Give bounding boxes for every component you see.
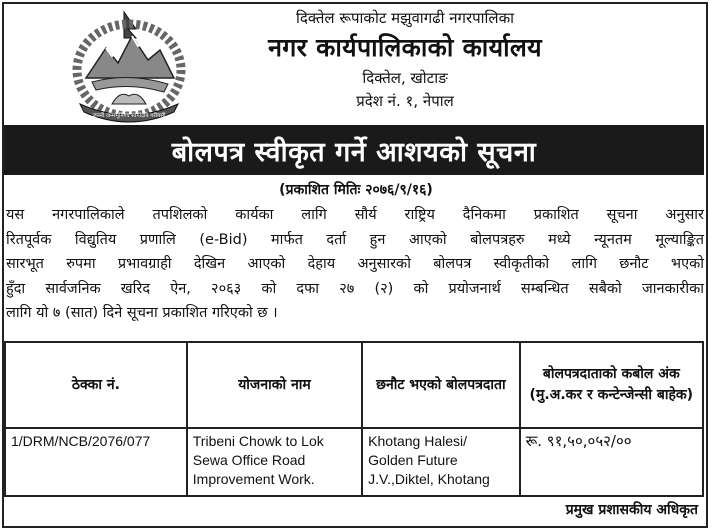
col-header-amount: बोलपत्रदाताको कबोल अंक (मु.अ.कर र कन्टेन्जेन्सी बाहेक) (520, 342, 703, 428)
body-line: सारभूत रुपमा प्रभावग्राही देखिन आएको देहाय अनुसारको बोलपत्र स्वीकृतीको लागि छनौट भएको (6, 256, 704, 272)
body-line: लागि यो ७ (सात) दिने सूचना प्रकाशित गरिएको छ । (6, 305, 278, 321)
body-line: रितपूर्वक विद्युतिय प्रणालि (e-Bid) मार्फत दर्ता हुन आएको बोलपत्रहरु मध्ये न्यूनतम मूल्याङ्कित (6, 231, 704, 248)
notice-body (6, 203, 704, 326)
col-header-contract-no: ठेक्का नं. (5, 342, 187, 428)
cell-amount: रू. ९१,५०,०५२/०० (520, 428, 703, 496)
cell-bidder: Khotang Halesi/ Golden Future J.V.,Diktel, Khotang (362, 428, 519, 496)
svg-text:जननी जन्मभूमिश्च स्वर्गादपि गर: जननी जन्मभूमिश्च स्वर्गादपि गरीयसी (92, 113, 166, 119)
body-line: हुँदा सार्वजनिक खरिद ऐन, २०६३ को दफा २७ (२) को प्रयोजनार्थ सम्बन्धित सबैको जानकारीका (6, 280, 704, 297)
province-line: प्रदेश नं. १, नेपाल (356, 92, 454, 110)
office-name: नगर कार्यपालिकाको कार्यालय (268, 33, 542, 62)
col-header-bidder: छनौट भएको बोलपत्रदाता (362, 342, 519, 428)
municipality-name: दिक्तेल रूपाकोट मझुवागढी नगरपालिका (295, 9, 515, 27)
cell-contract-no: 1/DRM/NCB/2076/077 (5, 428, 187, 496)
notice-title-banner (4, 125, 704, 175)
tender-table (4, 341, 704, 497)
body-line: यस नगरपालिकाले तपशिलको कार्यका लागि सौर्य राष्ट्रिय दैनिकमा प्रकाशित सूचना अनुसार (6, 207, 704, 223)
table-row (5, 428, 703, 496)
notice-title: बोलपत्र स्वीकृत गर्ने आशयको सूचना (171, 136, 537, 168)
government-emblem-icon (66, 8, 192, 126)
signatory-title: प्रमुख प्रशासकीय अधिकृत (565, 502, 698, 518)
cell-project: Tribeni Chowk to Lok Sewa Office Road Improvement Work. (187, 428, 362, 496)
table-header-row (5, 342, 703, 428)
office-location: दिक्तेल, खोटाङ (362, 69, 448, 87)
published-date: (प्रकाशित मितिः २०७६/९/१६) (279, 182, 433, 198)
col-header-project: योजनाको नाम (187, 342, 362, 428)
